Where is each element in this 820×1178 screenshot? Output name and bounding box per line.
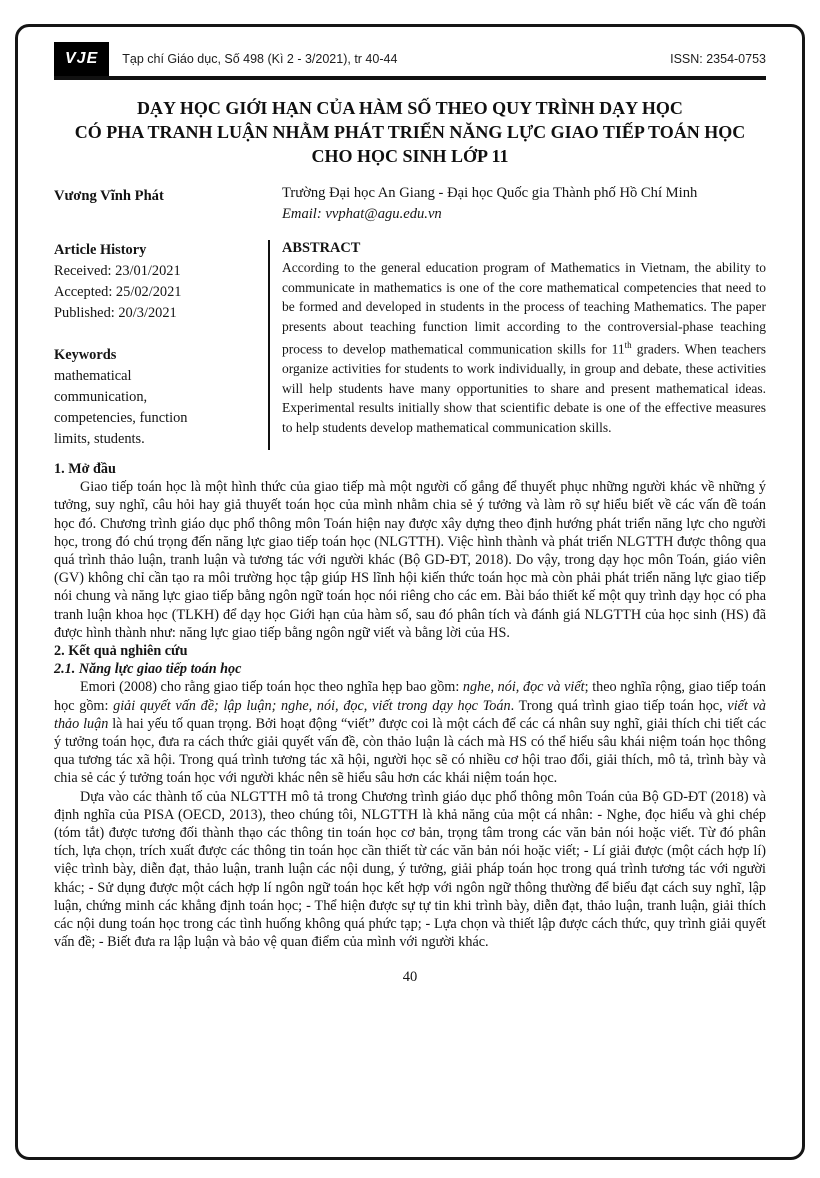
article-title-line-2: CÓ PHA TRANH LUẬN NHẰM PHÁT TRIỂN NĂNG LỰC GIAO TIẾP TOÁN HỌC: [74, 122, 746, 142]
abstract-part1: According to the general education program of Mathematics in Vietnam, the ability to communicate in mathematics is one of the core mathematical competencies that need to be formed and developed in students in the process of teaching Mathematics. The paper presents about teaching function limit according to the controversial-phase teaching process to develop mathematical communication skills for 11: [282, 260, 766, 357]
abstract-text: [282, 258, 766, 437]
issn-label: ISSN: 2354-0753: [670, 52, 766, 66]
article-title-line-1: DẠY HỌC GIỚI HẠN CỦA HÀM SỐ THEO QUY TRÌNH DẠY HỌC: [137, 98, 683, 118]
article-body: [54, 460, 766, 951]
section-2-heading: 2. Kết quả nghiên cứu: [54, 643, 188, 660]
section-1-paragraph: Giao tiếp toán học là một hình thức của giao tiếp mà một người cố gắng để thuyết phục những người khác về những ý tưởng, suy nghĩ, câu hỏi hay giả thuyết toán học của mình nhằm chia sẻ ý tưởng và làm rõ sự hiểu biết về các vấn đề toán học đó. Chương trình giáo dục phổ thông môn Toán hiện nay được xây dựng theo định hướng phát triển năng lực cho người học, trong đó chú trọng đến năng lực giao tiếp toán học (NLGTTH). Việc hình thành và phát triển NLGTTH được thông qua quá trình thảo luận, tranh luận và tương tác với người khác (Bộ GD-ĐT, 2018). Do vậy, trong dạy học môn Toán, giáo viên (GV) không chỉ cần tạo ra môi trường học tập giúp HS lĩnh hội kiến thức toán học mà còn phải phát triển năng lực giao tiếp nói chung và năng lực giao tiếp bằng ngôn ngữ toán học nói riêng cho các em. Bài báo thiết kế một quy trình dạy học có pha tranh luận khoa học (TLKH) để dạy học Giới hạn của hàm số, sau đó phân tích và đánh giá NLGTTH của học sinh (HS) đã được hình thành như: năng lực giao tiếp bằng ngôn ngữ viết và bằng lời của HS.: [54, 479, 766, 641]
section-1-heading: 1. Mở đầu: [54, 461, 116, 477]
abstract-heading: ABSTRACT: [282, 240, 361, 256]
article-title-line-3: CHO HỌC SINH LỚP 11: [311, 146, 509, 166]
keywords-heading: Keywords: [54, 347, 117, 363]
article-title: [54, 96, 766, 168]
author-affiliation-block: [282, 183, 766, 225]
vje-logo: VJE: [54, 42, 109, 76]
published-date: Published: 20/3/2021: [54, 305, 177, 321]
keywords-list: mathematical communication, competencies, function limits, students.: [54, 368, 188, 447]
section-2-1-paragraph-1: Emori (2008) cho rằng giao tiếp toán học theo nghĩa hẹp bao gồm: nghe, nói, đọc và viết; theo nghĩa rộng, giao tiếp toán học gồm: giải quyết vấn đề; lập luận; nghe, nói, đọc, viết trong dạy học Toán. Trong quá trình giao tiếp toán học, viết và thảo luận là hai yếu tố quan trọng. Bởi hoạt động “viết” được coi là một cách để các cá nhân suy nghĩ, giải thích chi tiết các ý tưởng toán học, đưa ra cách thức giải quyết vấn đề, còn thảo luận là cách mà HS có thể hiểu sâu khái niệm toán học thông qua tương tác xã hội. Trong quá trình tương tác xã hội, người học sẽ có nhiều cơ hội trao đổi, giải thích, mô tả, trình bày và chia sẻ các ý tưởng toán học với người khác nên sẽ hiểu sâu hơn các khái niệm toán học.: [54, 679, 766, 787]
author-affiliation: Trường Đại học An Giang - Đại học Quốc gia Thành phố Hồ Chí Minh: [282, 185, 698, 201]
section-2-1-paragraph-2: Dựa vào các thành tố của NLGTTH mô tả trong Chương trình giáo dục phổ thông môn Toán của Bộ GD-ĐT (2018) và định nghĩa của PISA (OECD, 2013), theo chúng tôi, NLGTTH là khả năng của một cá nhân: - Nghe, đọc hiểu và ghi chép (tóm tắt) được tương đối thành thạo các thông tin toán học cơ bản, trọng tâm trong các văn bản nói hoặc viết. Từ đó phân tích, lựa chọn, trích xuất được các thông tin toán học cần thiết từ các văn bản nói hoặc viết; - Lí giải được (một cách hợp lí) việc trình bày, diễn đạt, thảo luận, tranh luận các nội dung, ý tưởng, giải pháp toán học trong quá trình tương tác với người khác; - Sử dụng được một cách hợp lí ngôn ngữ toán học kết hợp với ngôn ngữ thông thường để biểu đạt cách suy nghĩ, lập luận, chứng minh các khẳng định toán học; - Thể hiện được sự tự tin khi trình bày, diễn đạt, thảo luận, tranh luận, giải thích các nội dung toán học trong các tình huống không quá phức tạp; - Lựa chọn và thiết lập được cách thức, quy trình giải quyết vấn đề; - Biết đưa ra lập luận và bảo vệ quan điểm của mình với người khác.: [54, 788, 766, 951]
author-name: Vương Vĩnh Phát: [54, 188, 164, 204]
abstract-part2: graders. When teachers organize activities for students to work individually, in group and debate, these activities will help students have many opportunities to share and present mathematical ideas. Experimental results initially show that scientific debate is one of the effective measures to help students develop mathematical communication skills.: [282, 341, 766, 435]
page-number: 40: [402, 969, 418, 986]
article-history-heading: Article History: [54, 242, 147, 258]
author-block: [54, 183, 766, 225]
accepted-date: Accepted: 25/02/2021: [54, 284, 182, 300]
meta-abstract-row: [54, 240, 766, 450]
journal-header: [54, 42, 766, 80]
abstract-column: [268, 240, 766, 450]
abstract-superscript: th: [624, 340, 632, 350]
article-meta-column: [54, 240, 266, 450]
journal-issue-line: Tạp chí Giáo dục, Số 498 (Kì 2 - 3/2021), tr 40-44: [122, 52, 398, 66]
received-date: Received: 23/01/2021: [54, 263, 181, 279]
author-email: Email: vvphat@agu.edu.vn: [282, 206, 442, 222]
section-2-1-heading: 2.1. Năng lực giao tiếp toán học: [54, 661, 242, 678]
